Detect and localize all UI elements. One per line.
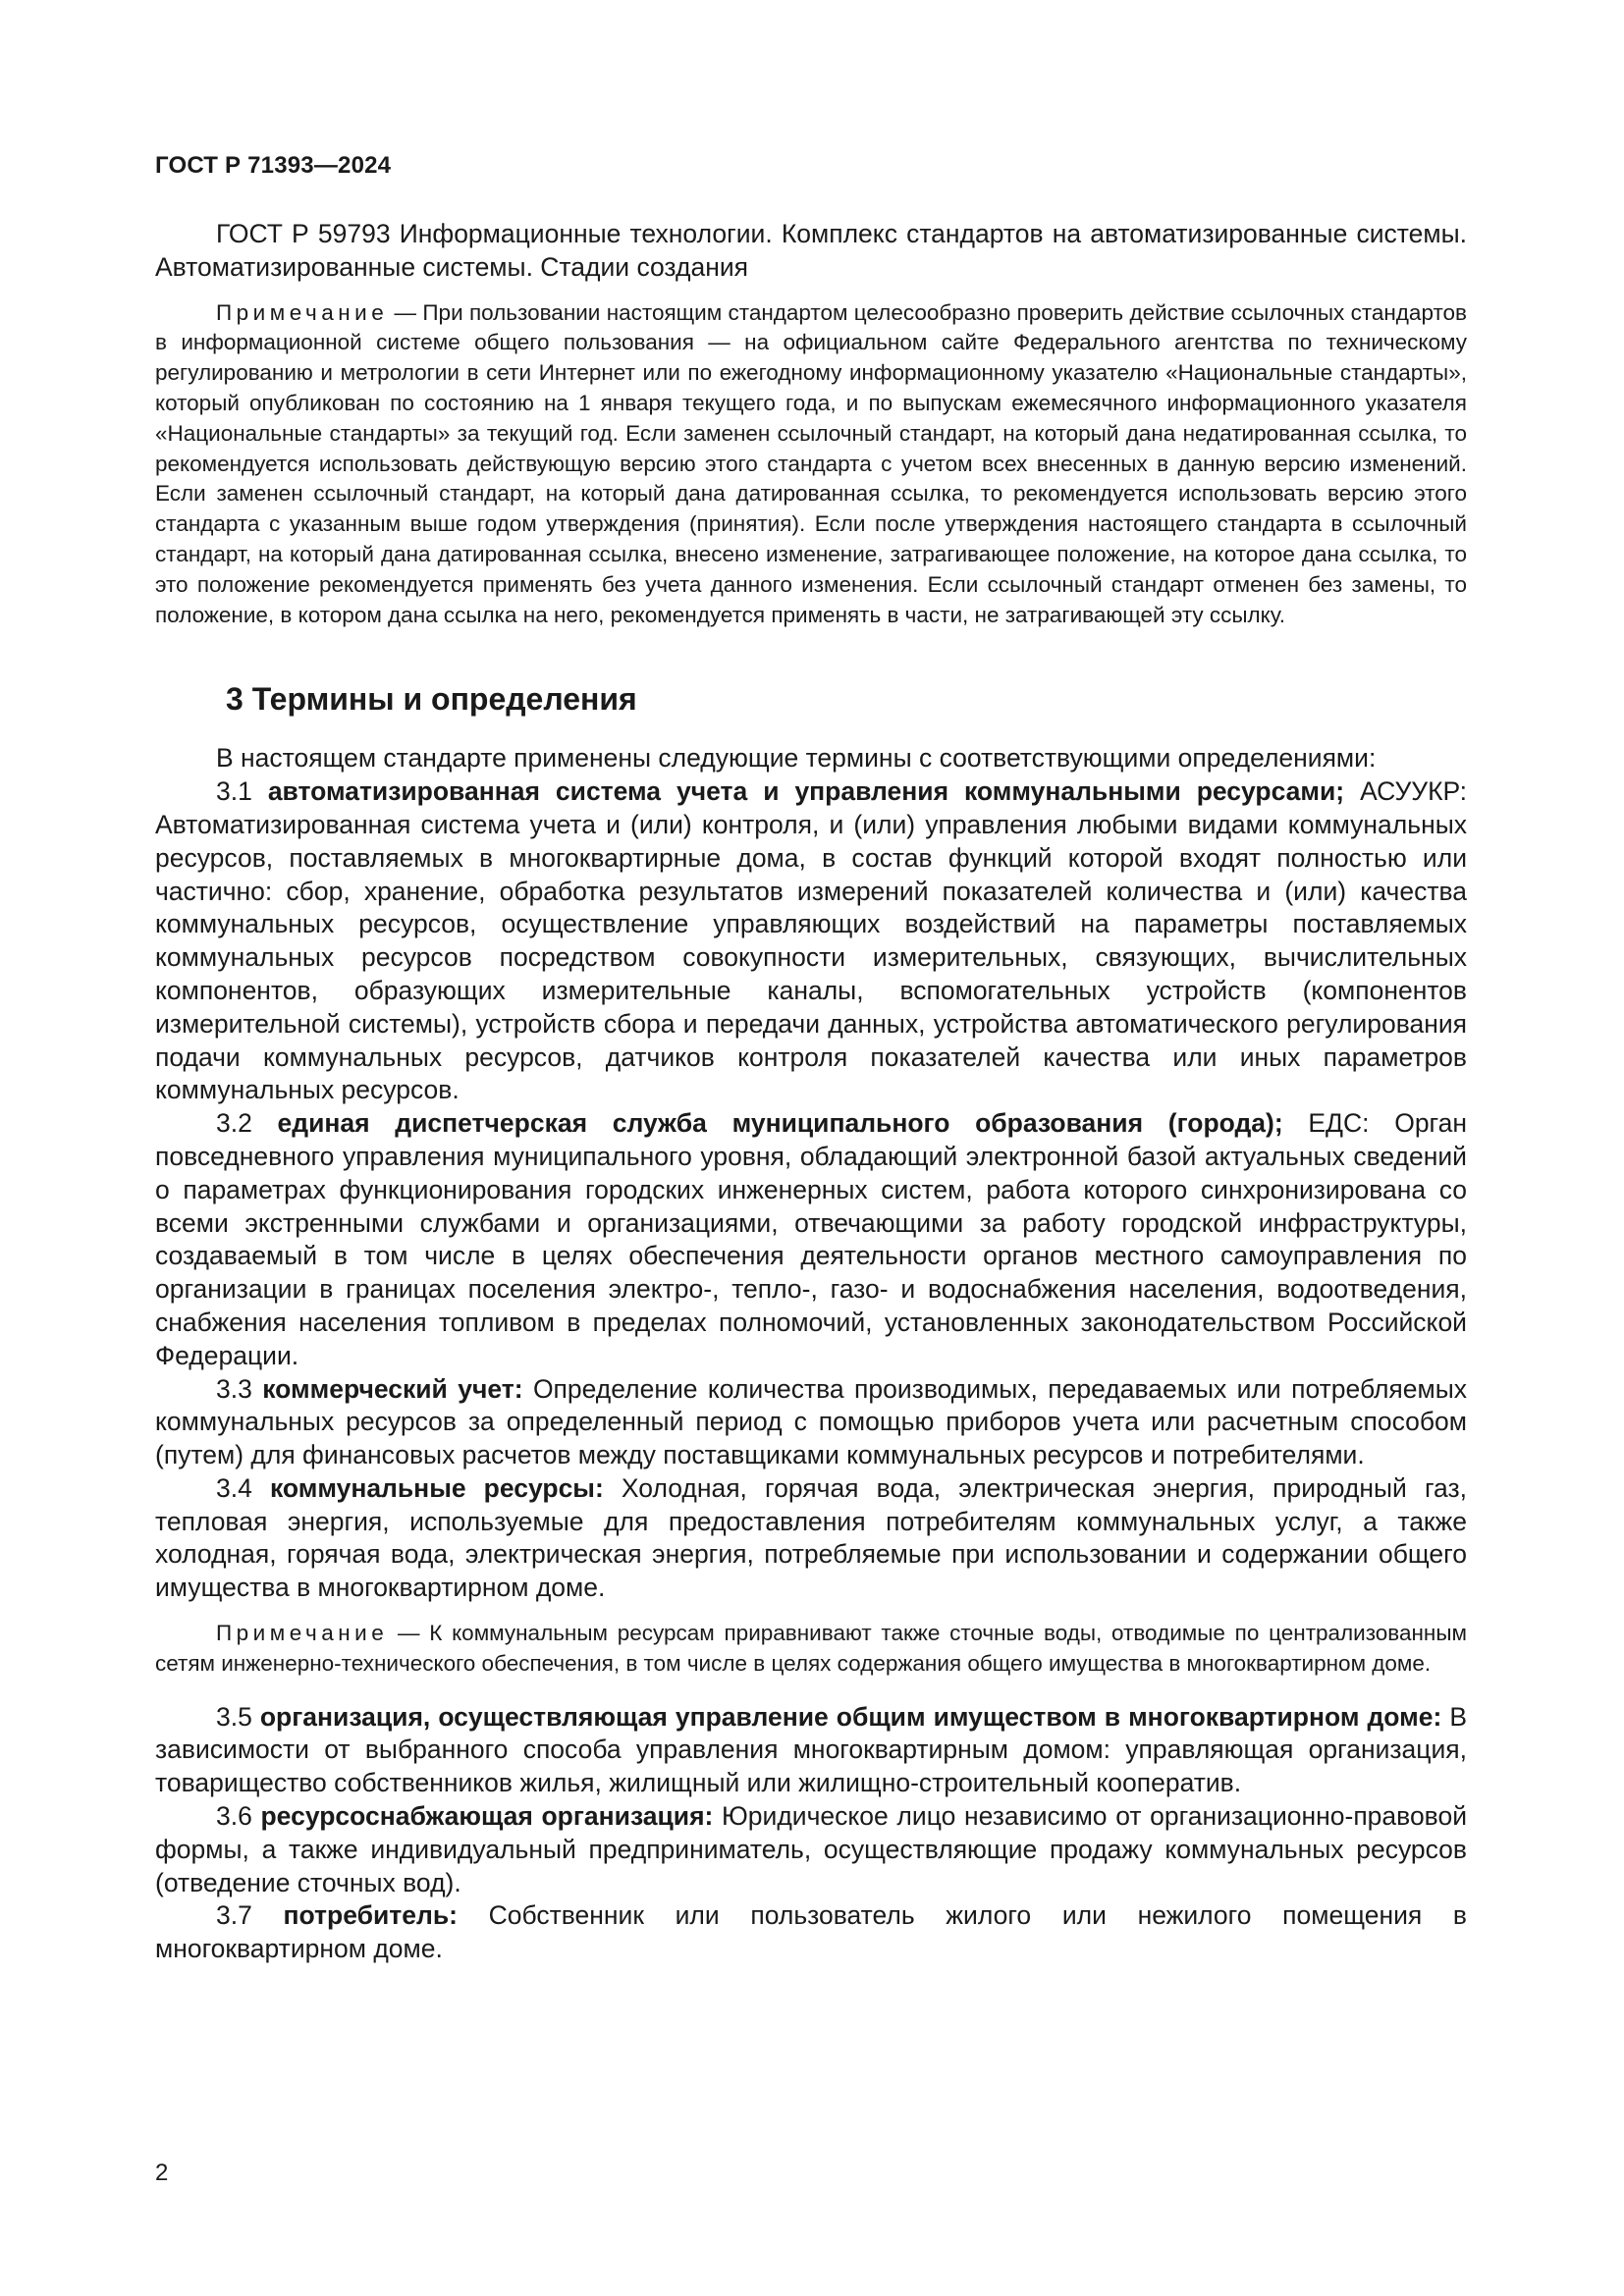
term-name: коммунальные ресурсы:	[269, 1472, 604, 1503]
term-number: 3.7	[216, 1900, 284, 1931]
term-name: автоматизированная система учета и управления коммунальными ресурсами;	[267, 776, 1345, 807]
term-3-5	[155, 1701, 1467, 1800]
term-definition: АСУУКР: Автоматизированная система учета и (или) контроля, и (или) управления любыми видами коммунальных ресурсов, поставляемых в многоквартирные дома, в состав функций которой входят полностью или частично: сбор, хранение, обработка результатов измерений показателей количества и (или) качества коммунальных ресурсов, осуществление управляющих воздействий на параметры поставляемых коммунальных ресурсов посредством совокупности измерительных, связующих, вычислительных компонентов, образующих измерительные каналы, вспомогательных устройств (компонентов измерительной системы), устройств сбора и передачи данных, устройства автоматического регулирования подачи коммунальных ресурсов, датчиков контроля показателей качества или иных параметров коммунальных ресурсов.	[155, 776, 1467, 1105]
term-name: единая диспетчерская служба муниципального образования (города);	[277, 1108, 1283, 1139]
section-title: 3 Термины и определения	[226, 681, 637, 718]
term-name: организация, осуществляющая управление общим имуществом в многоквартирном доме:	[259, 1701, 1442, 1732]
term-number: 3.2	[216, 1108, 278, 1139]
term-3-7	[155, 1899, 1467, 1966]
term-number: 3.1	[216, 776, 268, 807]
page-number: 2	[155, 2160, 169, 2186]
term-3-4	[155, 1472, 1467, 1605]
reference-gost-59793: ГОСТ Р 59793 Информационные технологии. Комплекс стандартов на автоматизированные системы. Автоматизированные системы. Стадии создания	[155, 219, 1467, 282]
term-definition: В зависимости от выбранного способа управления многоквартирным домом: управляющая организация, товарищество собственников жилья, жилищный или жилищно-строительный кооператив.	[155, 1701, 1467, 1798]
term-definition: Юридическое лицо независимо от организационно-правовой формы, а также индивидуальный предприниматель, осуществляющие продажу коммунальных ресурсов (отведение сточных вод).	[155, 1801, 1467, 1897]
document-body	[155, 218, 1467, 1966]
term-number: 3.6	[216, 1801, 261, 1832]
term-3-6	[155, 1800, 1467, 1899]
term-definition: Определение количества производимых, передаваемых или потребляемых коммунальных ресурсов за определенный период с помощью приборов учета или расчетным способом (путем) для финансовых расчетов между поставщиками коммунальных ресурсов и потребителями.	[155, 1373, 1468, 1470]
term-definition: Холодная, горячая вода, электрическая энергия, природный газ, тепловая энергия, используемые для предоставления потребителям коммунальных услуг, а также холодная, горячая вода, электрическая энергия, потребляемые при использовании и содержании общего имущества в многоквартирном доме.	[155, 1472, 1468, 1603]
document-code-header: ГОСТ Р 71393—2024	[155, 152, 392, 179]
term-number: 3.5	[216, 1701, 260, 1732]
term-3-2	[155, 1107, 1467, 1372]
note-label: Примечание	[216, 299, 389, 325]
term-definition: Собственник или пользователь жилого или нежилого помещения в многоквартирном доме.	[155, 1900, 1467, 1964]
note-label: Примечание	[216, 1621, 389, 1646]
term-name: коммерческий учет:	[262, 1373, 523, 1404]
term-name: потребитель:	[283, 1900, 458, 1931]
term-3-3	[155, 1373, 1467, 1472]
note-text: — При пользовании настоящим стандартом целесообразно проверить действие ссылочных стандартов в информационной системе общего пользования — на официальном сайте Федерального агентства по техническому регулированию и метрологии в сети Интернет или по ежегодному информационному указателю «Национальные стандарты», который опубликован по состоянию на 1 января текущего года, и по выпускам ежемесячного информационного указателя «Национальные стандарты» за текущий год. Если заменен ссылочный стандарт, на который дана недатированная ссылка, то рекомендуется использовать действующую версию этого стандарта с учетом всех внесенных в данную версию изменений. Если заменен ссылочный стандарт, на который дана датированная ссылка, то рекомендуется использовать версию этого стандарта с указанным выше годом утверждения (принятия). Если после утверждения настоящего стандарта в ссылочный стандарт, на который дана датированная ссылка, внесено изменение, затрагивающее положение, на которое дана ссылка, то это положение рекомендуется применять без учета данного изменения. Если ссылочный стандарт отменен без замены, то положение, в котором дана ссылка на него, рекомендуется применять в части, не затрагивающей эту ссылку.	[155, 299, 1467, 627]
section-intro: В настоящем стандарте применены следующие термины с соответствующими определениями:	[216, 743, 1377, 774]
term-definition: ЕДС: Орган повседневного управления муниципального уровня, обладающий электронной базой актуальных сведений о параметрах функционирования городских инженерных систем, работа которого синхронизирована со всеми экстренными службами и организациями, отвечающими за работу городской инфраструктуры, создаваемый в том числе в целях обеспечения деятельности органов местного самоуправления по организации в границах поселения электро-, тепло-, газо- и водоснабжения населения, водоотведения, снабжения населения топливом в пределах полномочий, установленных законодательством Российской Федерации.	[155, 1108, 1468, 1370]
note-text: — К коммунальным ресурсам приравнивают также сточные воды, отводимые по централизованным сетям инженерно-технического обеспечения, в том числе в целях содержания общего имущества в многоквартирном доме.	[155, 1621, 1467, 1676]
note-normative-references	[155, 298, 1467, 631]
note-communal-resources	[155, 1619, 1467, 1680]
term-name: ресурсоснабжающая организация:	[260, 1801, 714, 1832]
term-number: 3.4	[216, 1472, 270, 1503]
term-3-1	[155, 775, 1467, 1107]
term-number: 3.3	[216, 1373, 263, 1404]
